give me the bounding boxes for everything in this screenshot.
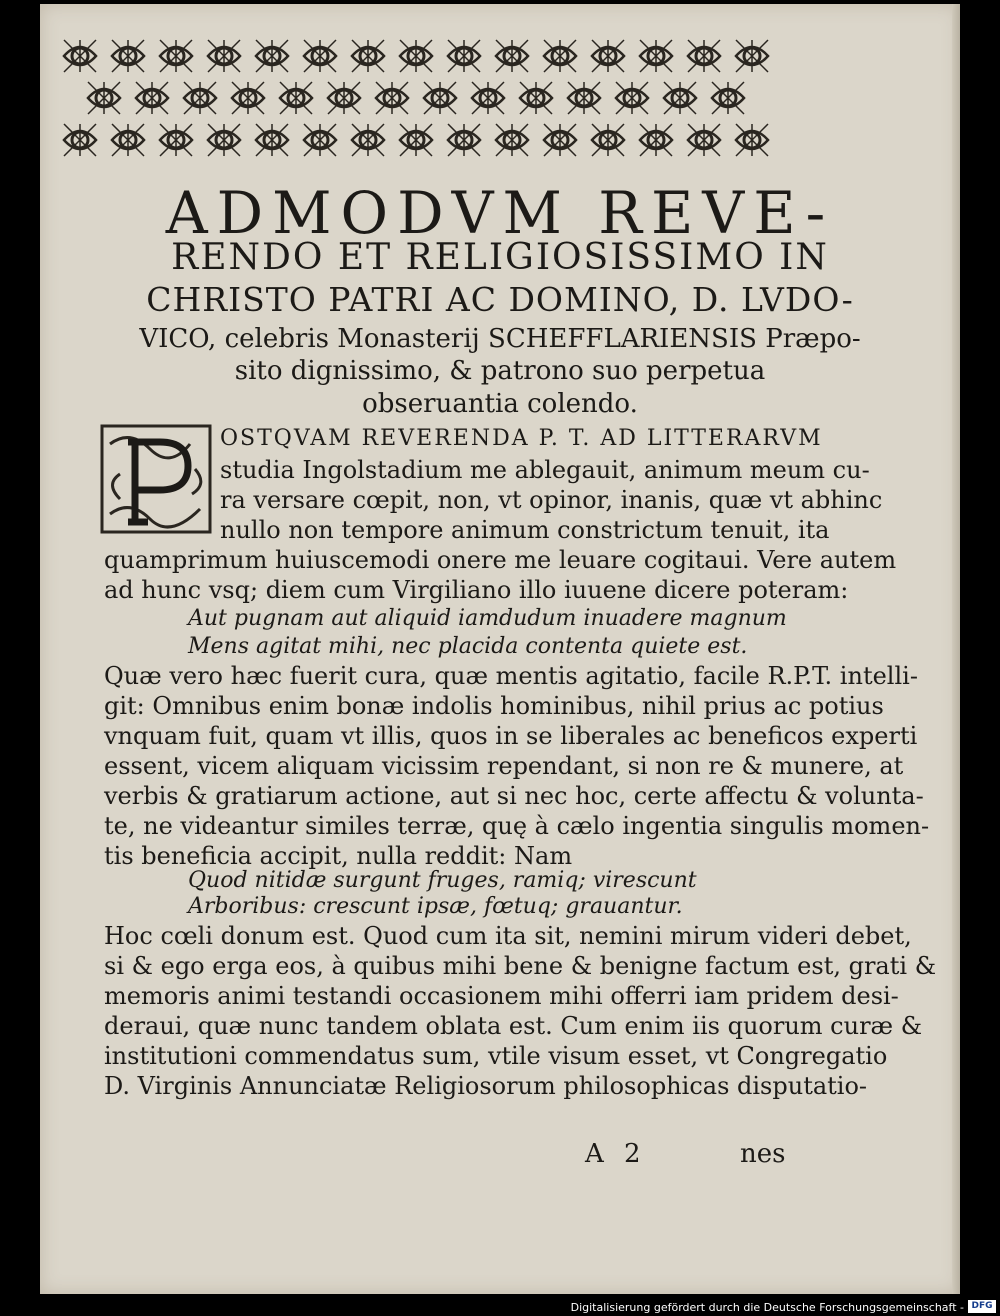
funding-notice: Digitalisierung gefördert durch die Deutsche Forschungsgemeinschaft - <box>570 1301 964 1314</box>
body-line: ra versare cœpit, non, vt opinor, inanis, quæ vt abhinc <box>220 486 883 514</box>
body-line: verbis & gratiarum actione, aut si nec hoc, certe affectu & volunta- <box>104 782 924 810</box>
verse-line: Aut pugnam aut aliquid iamdudum inuadere magnum <box>188 606 787 631</box>
verse-line: Arboribus: crescunt ipsæ, fœtuq; grauantur. <box>188 894 683 919</box>
footer-bar <box>0 1296 1000 1316</box>
body-line: essent, vicem aliquam vicissim rependant, si non re & munere, at <box>104 752 904 780</box>
body-line: si & ego erga eos, à quibus mihi bene & benigne factum est, grati & <box>104 952 937 980</box>
body-line: institutioni commendatus sum, vtile visum esset, vt Congregatio <box>104 1042 888 1070</box>
body-line: tis beneficia accipit, nulla reddit: Nam <box>104 842 573 870</box>
body-line: D. Virginis Annunciatæ Religiosorum philosophicas disputatio- <box>104 1072 868 1100</box>
title-line: CHRISTO PATRI AC DOMINO, D. LVDO- <box>146 280 854 319</box>
ornamental-headpiece <box>60 34 780 164</box>
verse-line: Quod nitidæ surgunt fruges, ramiq; virescunt <box>188 868 697 893</box>
verse-line: Mens agitat mihi, nec placida contenta quiete est. <box>188 634 748 659</box>
body-line: deraui, quæ nunc tandem oblata est. Cum enim iis quorum curæ & <box>104 1012 923 1040</box>
title-line: obseruantia colendo. <box>362 389 638 419</box>
title-line: ADMODVM REVE- <box>165 179 835 247</box>
title-line: sito dignissimo, & patrono suo perpetua <box>234 356 766 386</box>
body-line: quamprimum huiuscemodi onere me leuare cogitaui. Vere autem <box>104 546 897 574</box>
body-line: OSTQVAM REVERENDA P. T. AD LITTERARVM <box>220 426 823 451</box>
body-line: Quæ vero hæc fuerit cura, quæ mentis agitatio, facile R.P.T. intelli- <box>104 662 918 690</box>
body-line: nullo non tempore animum constrictum tenuit, ita <box>220 516 830 544</box>
dfg-logo[interactable]: DFG <box>968 1300 996 1313</box>
ornament-row <box>64 124 768 156</box>
catchword: nes <box>740 1139 786 1169</box>
body-line: memoris animi testandi occasionem mihi offerri iam pridem desi- <box>104 982 899 1010</box>
body-line: Hoc cœli donum est. Quod cum ita sit, nemini mirum videri debet, <box>104 922 912 950</box>
title-line: VICO, celebris Monasterij SCHEFFLARIENSIS Præpo- <box>139 324 861 354</box>
body-line: ad hunc vsq; diem cum Virgiliano illo iuuene dicere poteram: <box>104 576 849 604</box>
ornament-row <box>64 40 768 72</box>
ornament-row <box>88 82 744 114</box>
body-line: studia Ingolstadium me ablegauit, animum meum cu- <box>220 456 870 484</box>
body-line: te, ne videantur similes terræ, quę à cælo ingentia singulis momen- <box>104 812 930 840</box>
body-line: vnquam fuit, quam vt illis, quos in se liberales ac beneficos experti <box>104 722 918 750</box>
book-page <box>40 4 960 1294</box>
title-line: RENDO ET RELIGIOSISSIMO IN <box>171 237 829 278</box>
body-line: git: Omnibus enim bonæ indolis hominibus, nihil prius ac potius <box>104 692 884 720</box>
signature-mark: A 2 <box>585 1139 647 1169</box>
decorated-initial-p <box>100 424 212 534</box>
